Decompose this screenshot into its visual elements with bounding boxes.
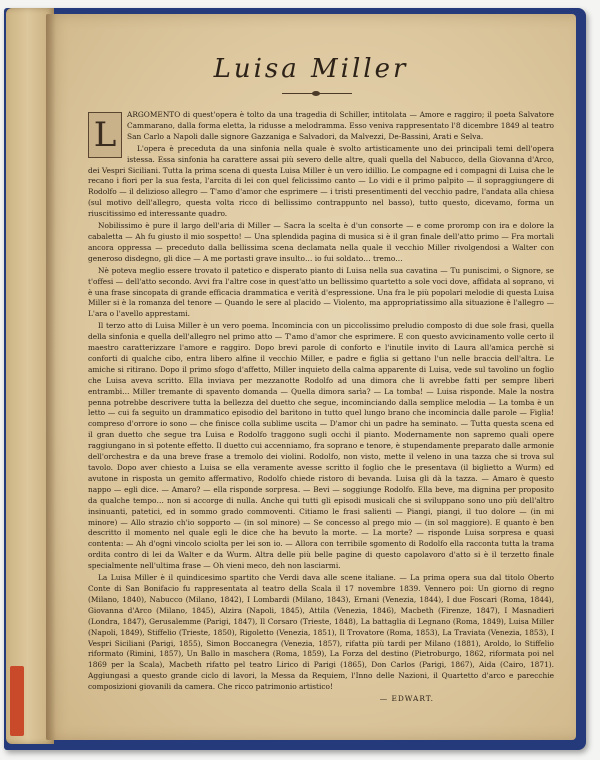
- page-title: Luisa Miller: [213, 54, 409, 84]
- paragraph-finale-primo: Nobilissimo è pure il largo dell'aria di Miller — Sacra la scelta è d'un consorte — e come proromp con ira e dolore la cabaletta — Ah fu giusto il mio sospetto! — Una splendida pagina di musica si è il gran finale dell'atto primo — Fra mortali ancora oppressa — preceduto dalla bellissima scena declamata nella quale il vecchio Miller rivolgendosi a Walter con generoso disdegno, gli dice — A me portasti grave insulto… io fui soldato… tremo…: [88, 221, 554, 263]
- article-body: [88, 110, 554, 720]
- book-page: [46, 14, 576, 740]
- paragraph-atto-terzo: Il terzo atto di Luisa Miller è un vero poema. Incomincia con un piccolissimo preludio composto di due sole frasi, quella della sinfonia e quella dell'allegro nel primo atto — T'amo d'amor che esprimere. E con questo avvicinamento volle certo il maestro caratterizzare l'amore e raggiro. Dopo brevi parole di conforto e l'inutile invito di Laura all'amica perchè si conforti di qualche cibo, entra libero alfine il vecchio Miller, e padre e figlia si gettano l'un nelle braccia dell'altra. Le amiche si ritirano. Dopo il primo sfogo d'affetto, Miller inquieto della calma apparente di Luisa, vede sul tavolino un foglio che Luisa aveva scritto. Ella inviava per mezzanotte Rodolfo ad una dimora che li avrebbe fatti per sempre liberi entrambi… Miller tremante di spavento domanda — Quella dimora sarìa? — La tomba! — Luisa risponde. Male la nostra penna potrebbe descrivere tutta la bellezza del duetto che segue, incominciando dalla semplice melodia — La tomba è un letto — cui fa seguito un drammatico episodio del baritono in tutto quel lungo brano che incomincia dalle parole — Figlia! compreso d'orrore io sono — che finisce colla sublime uscita — D'amor chi un padre ha seminato. — Tutta questa scena ed il gran duetto che segue tra Luisa e Rodolfo traggono sugli occhi il pianto. Modernamente non sapremo quali opere raggiungano in sì potente effetto. Il duetto cui accenniamo, fra soprano e tenore, è stupendamente preparato dalle armonie dell'orchestra e da una breve frase a tremolo dei violini. Rodolfo, non visto, mette il veleno in una tazza che si trova sul tavolo. Dopo aver chiesto a Luisa se ella veramente avesse scritto il foglio che le presentava (il biglietto a Wurm) ed avutone in risposta un gemito affermativo, Rodolfo chiede ristoro di bevanda. Luisa gli dà la tazza. — Amaro è questo nappo — egli dice. — Amaro? — ella risponde sorpresa. — Bevi — soggiunge Rodolfo. Ella beve, ma dignina per proposito da qualche tempo… non si accorge di nulla. Anche qui tutti gli episodi musicali che si sviluppano sono uno più dell'altro insinuanti, patetici, ed in sommo grado commoventi. Citiamo le frasi salienti — Piangi, piangi, il tuo dolore — (in mi minore) — Allo strazio ch'io sopporto — (in sol minore) — Se concesso al prego mio — (in sol maggiore). E quanto è ben descritto il momento nel quale egli le dice che ha bevuto la morte. — La morte? — risponde Luisa sorpresa e quasi contenta: — Ah d'ogni vincolo sciolta per lei son io. — Allora con terribile sgomento di Rodolfo ella racconta tutta la trama ordita contro di lei da Walter e da Wurm. Altra delle più belle pagine di questo capolavoro d'atto si è il terzetto finale specialmente nell'ultima frase — Oh vieni meco, deh non lasciarmi.: [88, 321, 554, 571]
- paragraph-text: ARGOMENTO di quest'opera è tolto da una tragedia di Schiller, intitolata — Amore e raggiro; il poeta Salvatore Cammarano, dalla forma eletta, la ridusse a melodramma. Esso veniva rappresentato l'8 dicembre 1849 al teatro San Carlo a Napoli dalle signore Gazzaniga e Salvadori, da Malvezzi, De-Bassini, Arati e Selva.: [127, 110, 554, 141]
- decorated-initial: L: [88, 112, 122, 158]
- paragraph-sinfonia: L'opera è preceduta da una sinfonia nella quale è svolto artisticamente uno dei principali temi dell'opera istessa. Essa sinfonia ha carattere assai più severo delle altre, quali quella del Nabucco, della Giovanna d'Arco, dei Vespri Siciliani. Tutta la prima scena di questa Luisa Miller è un vero idillio. Le compagne ed i compagni di Luisa che le recano i fiori per la sua festa, l'arcita di lei con quel felicissimo canto — Lo vidi e il primo palpito — il sopraggiungere di Rodolfo — il delizioso allegro — T'amo d'amor che esprimere — i tristi presentimenti del vecchio padre, l'andata alla chiesa (sul motivo dell'allegro, questa volta ricco di bellissimo contrappunto nel basso), tutto questo, dicevamo, forma un riuscitissimo ed interessante quadro.: [88, 143, 554, 219]
- paragraph-intro: [88, 110, 554, 155]
- paragraph-catalogo-opere: La Luisa Miller è il quindicesimo spartito che Verdi dava alle scene italiane. — La prima opera sua dal titolo Oberto Conte di San Bonifacio fu rappresentata al teatro della Scala il 17 novembre 1839. Vennero poi: Un giorno di regno (Milano, 1840), Nabucco (Milano, 1842), I Lombardi (Milano, 1843), Ernani (Venezia, 1844), I due Foscari (Roma, 1844), Giovanna d'Arco (Milano, 1845), Alzira (Napoli, 1845), Attila (Venezia, 1846), Macbeth (Firenze, 1847), I Masnadieri (Londra, 1847), Gerusalemme (Parigi, 1847), Il Corsaro (Trieste, 1848), La battaglia di Legnano (Roma, 1849), Luisa Miller (Napoli, 1849), Stiffelio (Trieste, 1850), Rigoletto (Venezia, 1851), Il Trovatore (Roma, 1853), La Traviata (Venezia, 1853), I Vespri Siciliani (Parigi, 1855), Simon Boccanegra (Venezia, 1857), rifatta più tardi per Milano (1881), Aroldo, lo Stiffelio riformato (Rimini, 1857), Un Ballo in maschera (Roma, 1859), La Forza del destino (Pietroburgo, 1862, riformata poi nel 1869 per la Scala), Macbeth rifatto pel teatro Lirico di Parigi (1865), Don Carlos (Parigi, 1867), Aida (Cairo, 1871). Aggiungasi a questo grande ciclo di lavori, la Messa da Requiem, l'Inno delle Nazioni, il Quartetto d'arco e parecchie composizioni giovanili da camera. Che ricco patrimonio artistico!: [88, 573, 554, 692]
- author-signature: — EDWART.: [379, 694, 434, 704]
- page-gutter-shadow: [46, 14, 56, 740]
- paragraph-atto-secondo: Nè poteva meglio essere trovato il patetico e disperato pianto di Luisa nella sua cavatina — Tu puniscimi, o Signore, se t'offesi — dell'atto secondo. Avvi fra l'altre cose in quest'atto un bellissimo quartetto a sole voci dove, affidata al soprano, vi è una frase sincopata di grande efficacia drammatica e verità d'espressione. Una fra le più popolari melodie di questa Luisa Miller si è la romanza del tenore — Quando le sere al placido — Violento, ma appropriatissimo alla situazione è l'allegro — L'ara o l'avello apprestami.: [88, 265, 554, 319]
- title-ornament-rule: [282, 93, 352, 94]
- bookmark-ribbon: [10, 666, 24, 736]
